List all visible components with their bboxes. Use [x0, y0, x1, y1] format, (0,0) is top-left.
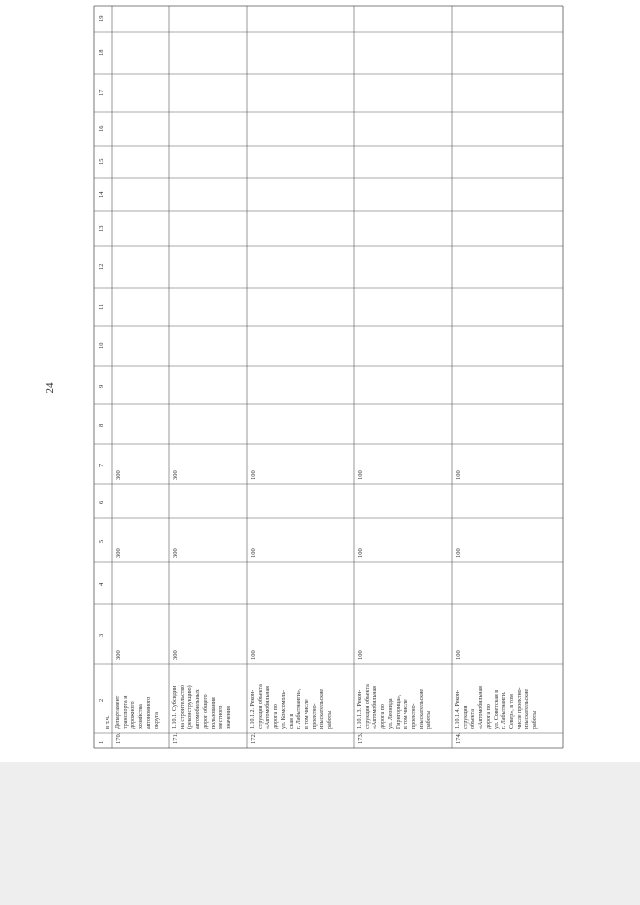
row-name-line: Департамент	[115, 695, 121, 729]
row-name-line: дорога по	[380, 704, 387, 729]
row-name-line: хозяйства	[138, 704, 145, 729]
row-name-line: «Автомобильная	[265, 686, 272, 729]
column-header: 5	[98, 539, 105, 543]
column-header: 19	[98, 15, 105, 22]
row-name-line: струкция	[462, 705, 469, 729]
row-name-line: в том числе	[303, 699, 310, 729]
cell-col7: 300	[115, 470, 122, 480]
row-number: 174.	[455, 732, 462, 744]
row-name-line: работы	[532, 710, 538, 729]
column-header: 9	[98, 384, 105, 388]
row-name-line: ская в	[288, 713, 295, 729]
row-name-line: транспорта и	[122, 695, 129, 729]
row-name-line: работы	[426, 710, 433, 729]
cell-col7: 100	[357, 470, 364, 480]
row-name-line: (реконструкцию)	[187, 685, 194, 729]
cell-col7: 100	[455, 470, 462, 480]
column-header: 6	[98, 500, 105, 504]
row-name-line: проектно-	[410, 703, 417, 729]
row-name-line: местного	[218, 705, 225, 729]
row-name-line: г. Лабытнанги»,	[296, 688, 303, 729]
column-header: 2	[98, 698, 105, 702]
cell-col3: 100	[357, 650, 364, 660]
prev-row-tail: в т.ч.	[104, 715, 111, 729]
row-name-line: 1.10.1.4. Рекон-	[455, 689, 461, 729]
row-name-line: «Автомобильная	[372, 686, 379, 729]
column-header: 3	[98, 633, 105, 637]
cell-col5: 300	[172, 548, 179, 558]
row-name-line: ул. Леонида	[387, 698, 394, 729]
row-number: 171.	[172, 732, 179, 744]
row-name-line: 1.10.1.3. Рекон-	[357, 689, 363, 729]
column-header: 15	[98, 158, 105, 165]
row-name-line: объекта	[470, 709, 477, 729]
row-name-line: числе проектно-	[516, 687, 523, 729]
row-name-line: проектно-	[311, 703, 318, 729]
cell-col3: 300	[172, 650, 179, 660]
row-name-line: дорога по	[273, 704, 280, 729]
cell-col3: 300	[115, 650, 122, 660]
column-header: 11	[98, 303, 105, 310]
column-header: 13	[98, 225, 105, 232]
row-name-line: округа	[153, 712, 160, 729]
row-name-line: ул. Советская в	[493, 689, 500, 729]
column-header: 1	[98, 740, 105, 744]
row-name-line: струкция объекта	[257, 684, 264, 729]
row-name-line: «Автомобильная	[478, 686, 485, 729]
column-header: 14	[98, 191, 105, 198]
row-number: 173.	[357, 732, 364, 744]
cell-col3: 100	[250, 650, 257, 660]
row-name-line: г. Лабытнанги.	[501, 691, 508, 729]
row-name-line: ул. Комсомоль-	[280, 689, 287, 729]
row-name-line: изыскательские	[319, 688, 326, 729]
row-name-line: Гирнгорица»,	[395, 694, 402, 729]
row-name-line: изыскательские	[418, 688, 425, 729]
row-name-line: на строительство	[179, 684, 186, 729]
page-number: 24	[44, 382, 56, 394]
row-name-line: значения	[225, 706, 232, 729]
row-number: 172.	[250, 732, 257, 744]
row-name-line: работы	[327, 710, 333, 729]
row-name-line: 1.10.1. Субсидии	[172, 685, 178, 729]
row-name-line: пользования	[210, 697, 217, 729]
table-grid	[94, 6, 563, 748]
cell-col5: 100	[357, 548, 364, 558]
column-header: 16	[98, 125, 105, 132]
cell-col7: 100	[250, 470, 257, 480]
row-name-line: дорожного	[130, 701, 137, 729]
column-header: 12	[98, 263, 105, 270]
row-name-line: дорог общего	[202, 694, 209, 729]
column-header: 10	[98, 342, 105, 349]
column-header: 8	[98, 423, 105, 427]
row-name-line: в том числе	[403, 699, 410, 729]
cell-col3: 100	[455, 650, 462, 660]
row-name-line: 1.10.1.2. Рекон-	[250, 689, 256, 729]
column-header: 17	[98, 89, 105, 96]
row-name-line: автономного	[145, 696, 152, 729]
column-header: 18	[98, 49, 105, 56]
row-name-line: струкция объекта	[364, 684, 371, 729]
cell-col5: 100	[455, 548, 462, 558]
page-shadow-area	[0, 762, 640, 905]
cell-col5: 100	[250, 548, 257, 558]
row-name-line: дорога по	[485, 704, 492, 729]
row-number: 170.	[115, 732, 122, 744]
cell-col5: 300	[115, 548, 122, 558]
cell-col7: 300	[172, 470, 179, 480]
column-header: 7	[98, 463, 105, 467]
data-table	[94, 6, 563, 748]
row-name-line: изыскательские	[524, 688, 531, 729]
row-name-line: Север», в том	[508, 694, 515, 729]
column-header: 4	[98, 582, 105, 586]
row-name-line: автомобильных	[195, 689, 202, 729]
